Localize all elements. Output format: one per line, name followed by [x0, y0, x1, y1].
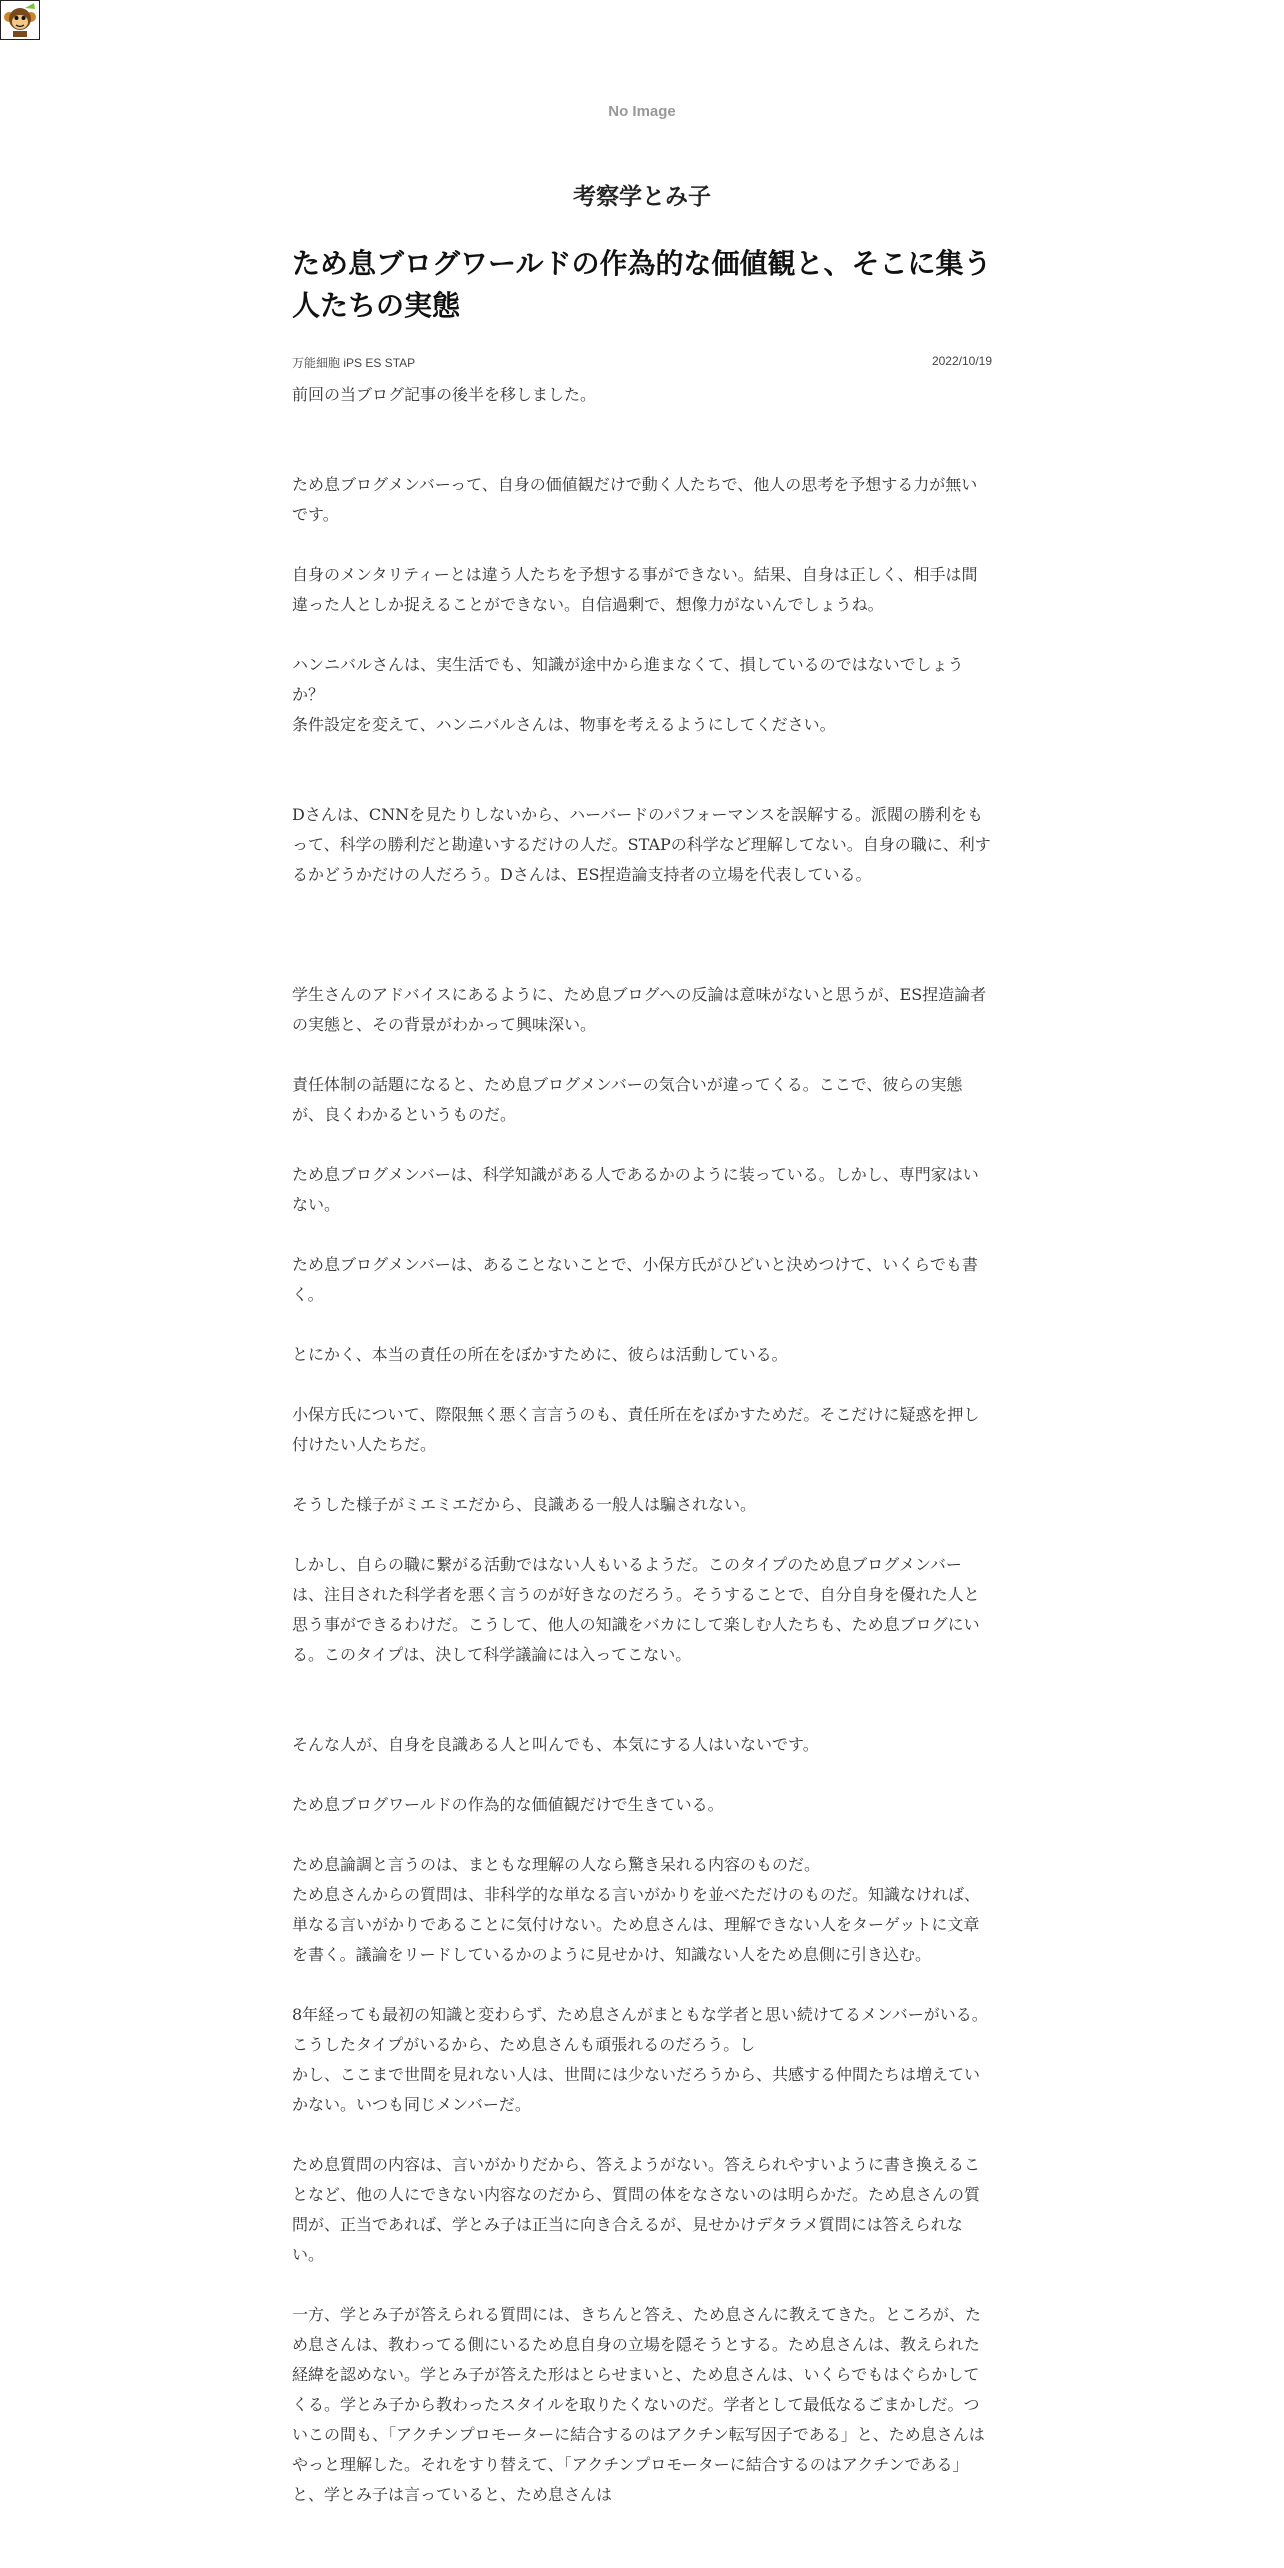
paragraph: ため息論調と言うのは、まともな理解の人なら驚き呆れる内容のものだ。 — [292, 1855, 821, 1874]
category-link[interactable]: 万能細胞 iPS ES STAP — [292, 356, 416, 370]
post-date: 2022/10/19 — [931, 354, 992, 368]
paragraph: ため息ブログメンバーって、自身の価値観だけで動く人たちで、他人の思考を予想する力が無いです。 — [292, 475, 978, 524]
paragraph: 8年経っても最初の知識と変わらず、ため息さんがまともな学者と思い続けてるメンバーがいる。こうしたタイプがいるから、ため息さんも頑張れるのだろう。し — [292, 2005, 988, 2054]
paragraph: 条件設定を変えて、ハンニバルさんは、物事を考えるようにしてください。 — [292, 715, 836, 734]
paragraph: 前回の当ブログ記事の後半を移しました。 — [292, 385, 597, 404]
paragraph: 責任体制の話題になると、ため息ブログメンバーの気合いが違ってくる。ここで、彼らの実態が、良くわかるというものだ。 — [292, 1075, 963, 1124]
paragraph: 小保方氏について、際限無く悪く言言うのも、責任所在をぼかすためだ。そこだけに疑惑を押し付けたい人たちだ。 — [292, 1405, 980, 1454]
no-image-placeholder: No Image — [608, 103, 676, 120]
paragraph: 一方、学とみ子が答えられる質問には、きちんと答え、ため息さんに教えてきた。ところが、ため息さんは、教わってる側にいるため息自身の立場を隠そうとする。ため息さんは、教えられた経緯を認めない。学とみ子が答えた形はとらせまいと、ため息さんは、いくらでもはぐらかしてくる。学とみ子から教わったスタイルを取りたくないのだ。学者として最低なるごまかしだ。ついこの間も、「アクチンプロモーターに結合するのはアクチン転写因子である」と、ため息さんはやっと理解した。それをすり替えて、「アクチンプロモーターに結合するのはアクチンである」と、学とみ子は言っていると、ため息さんは — [292, 2305, 985, 2504]
monkey-mascot-icon — [1, 1, 39, 39]
paragraph: ため息質問の内容は、言いがかりだから、答えようがない。答えられやすいように書き換えることなど、他の人にできない内容なのだから、質問の体をなさないのは明らかだ。ため息さんの質問が、正当であれば、学とみ子は正当に向き合えるが、見せかけデタラメ質問には答えられない。 — [292, 2155, 981, 2264]
paragraph: Dさんは、CNNを見たりしないから、ハーバードのパフォーマンスを誤解する。派閥の勝利をもって、科学の勝利だと勘違いするだけの人だ。STAPの科学など理解してない。自身の職に、利するかどうかだけの人だろう。Dさんは、ES捏造論支持者の立場を代表している。 — [292, 805, 991, 884]
paragraph: 学生さんのアドバイスにあるように、ため息ブログへの反論は意味がないと思うが、ES捏造論者の実態と、その背景がわかって興味深い。 — [292, 985, 987, 1034]
article-body — [292, 380, 992, 2510]
paragraph: ハンニバルさんは、実生活でも、知識が途中から進まなくて、損しているのではないでしょうか？ — [292, 655, 964, 704]
paragraph: ため息ブログメンバーは、あることないことで、小保方氏がひどいと決めつけて、いくらでも書く。 — [292, 1255, 978, 1304]
paragraph: そうした様子がミエミエだから、良識ある一般人は騙されない。 — [292, 1495, 757, 1514]
paragraph: 自身のメンタリティーとは違う人たちを予想する事ができない。結果、自身は正しく、相手は間違った人としか捉えることができない。自信過剰で、想像力がないんでしょうね。 — [292, 565, 978, 614]
paragraph: しかし、自らの職に繋がる活動ではない人もいるようだ。このタイプのため息ブログメンバーは、注目された科学者を悪く言うのが好きなのだろう。そうすることで、自分自身を優れた人と思う事ができるわけだ。こうして、他人の知識をバカにして楽しむ人たちも、ため息ブログにいる。このタイプは、決して科学議論には入ってこない。 — [292, 1555, 980, 1664]
avatar[interactable] — [0, 0, 40, 40]
paragraph: かし、ここまで世間を見れない人は、世間には少ないだろうから、共感する仲間たちは増えていかない。いつも同じメンバーだ。 — [292, 2065, 981, 2114]
article-title: ため息ブログワールドの作為的な価値観と、そこに集う人たちの実態 — [292, 247, 992, 322]
article-meta — [292, 354, 992, 371]
paragraph: そんな人が、自身を良識ある人と叫んでも、本気にする人はいないです。 — [292, 1735, 819, 1754]
paragraph: ため息ブログワールドの作為的な価値観だけで生きている。 — [292, 1795, 724, 1814]
paragraph: ため息ブログメンバーは、科学知識がある人であるかのように装っている。しかし、専門家はいない。 — [292, 1165, 979, 1214]
paragraph: ため息さんからの質問は、非科学的な単なる言いがかりを並べただけのものだ。知識なければ、単なる言いがかりであることに気付けない。ため息さんは、理解できない人をターゲットに文章を書く。議論をリードしているかのように見せかけ、知識ない人をため息側に引き込む。 — [292, 1885, 981, 1964]
site-title[interactable]: 考察学とみ子 — [573, 184, 711, 210]
paragraph: とにかく、本当の責任の所在をぼかすために、彼らは活動している。 — [292, 1345, 788, 1364]
